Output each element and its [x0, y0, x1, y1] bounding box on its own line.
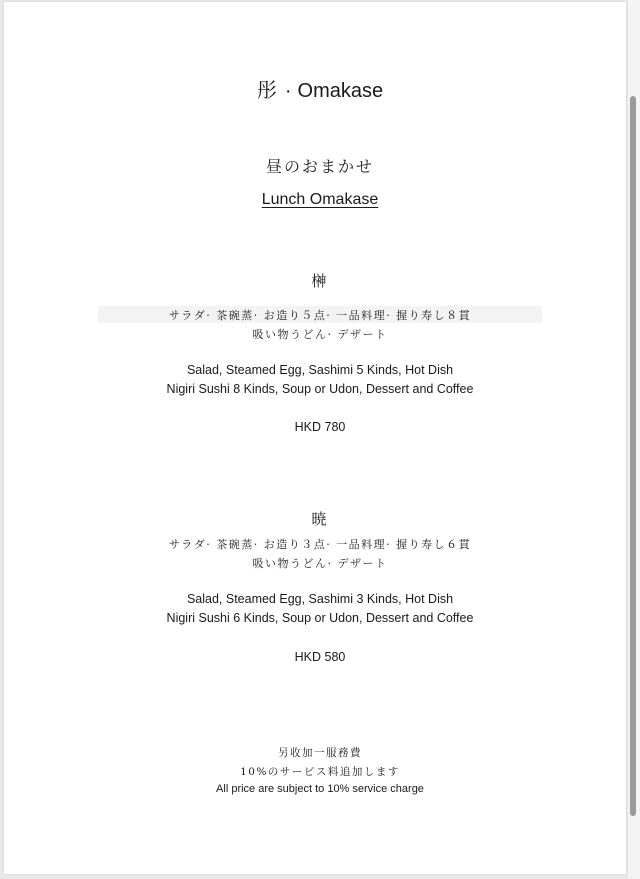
section-title-en-text: Lunch Omakase — [261, 191, 379, 208]
menu-page — [4, 2, 626, 874]
service-charge-note-zh: 另收加一服務費 — [278, 747, 362, 759]
menu-title-jp: 彤 — [256, 78, 279, 102]
course-price: HKD 780 — [294, 420, 346, 434]
course-items-en-line1: Salad, Steamed Egg, Sashimi 3 Kinds, Hot Dish — [186, 592, 454, 606]
service-charge-note-en: All price are subject to 10% service charge — [216, 783, 424, 795]
section-title-jp: 昼のおまかせ — [265, 157, 374, 176]
menu-title-en: Omakase — [297, 80, 384, 102]
course-items-jp-line2: 吸い物うどん· デザート — [252, 328, 388, 341]
course-items-en-line2: Nigiri Sushi 6 Kinds, Soup or Udon, Dessert and Coffee — [166, 611, 474, 625]
course-name: 暁 — [311, 510, 329, 528]
menu-title — [0, 74, 640, 103]
menu-title-separator: · — [284, 80, 292, 102]
course-items-en-line1: Salad, Steamed Egg, Sashimi 5 Kinds, Hot Dish — [186, 363, 454, 377]
service-charge-note-jp: 10%のサービス料追加します — [240, 766, 400, 778]
section-title-en — [0, 191, 640, 209]
course-price: HKD 580 — [294, 650, 346, 664]
course-items-jp-line1: サラダ· 茶碗蒸· お造り３点· 一品料理· 握り寿し６貫 — [168, 538, 472, 551]
course-items-jp-line2: 吸い物うどん· デザート — [252, 557, 388, 570]
course-name: 榊 — [311, 272, 329, 290]
course-items-jp-line1: サラダ· 茶碗蒸· お造り５点· 一品料理· 握り寿し８貫 — [168, 309, 472, 322]
course-items-en-line2: Nigiri Sushi 8 Kinds, Soup or Udon, Dessert and Coffee — [166, 382, 474, 396]
